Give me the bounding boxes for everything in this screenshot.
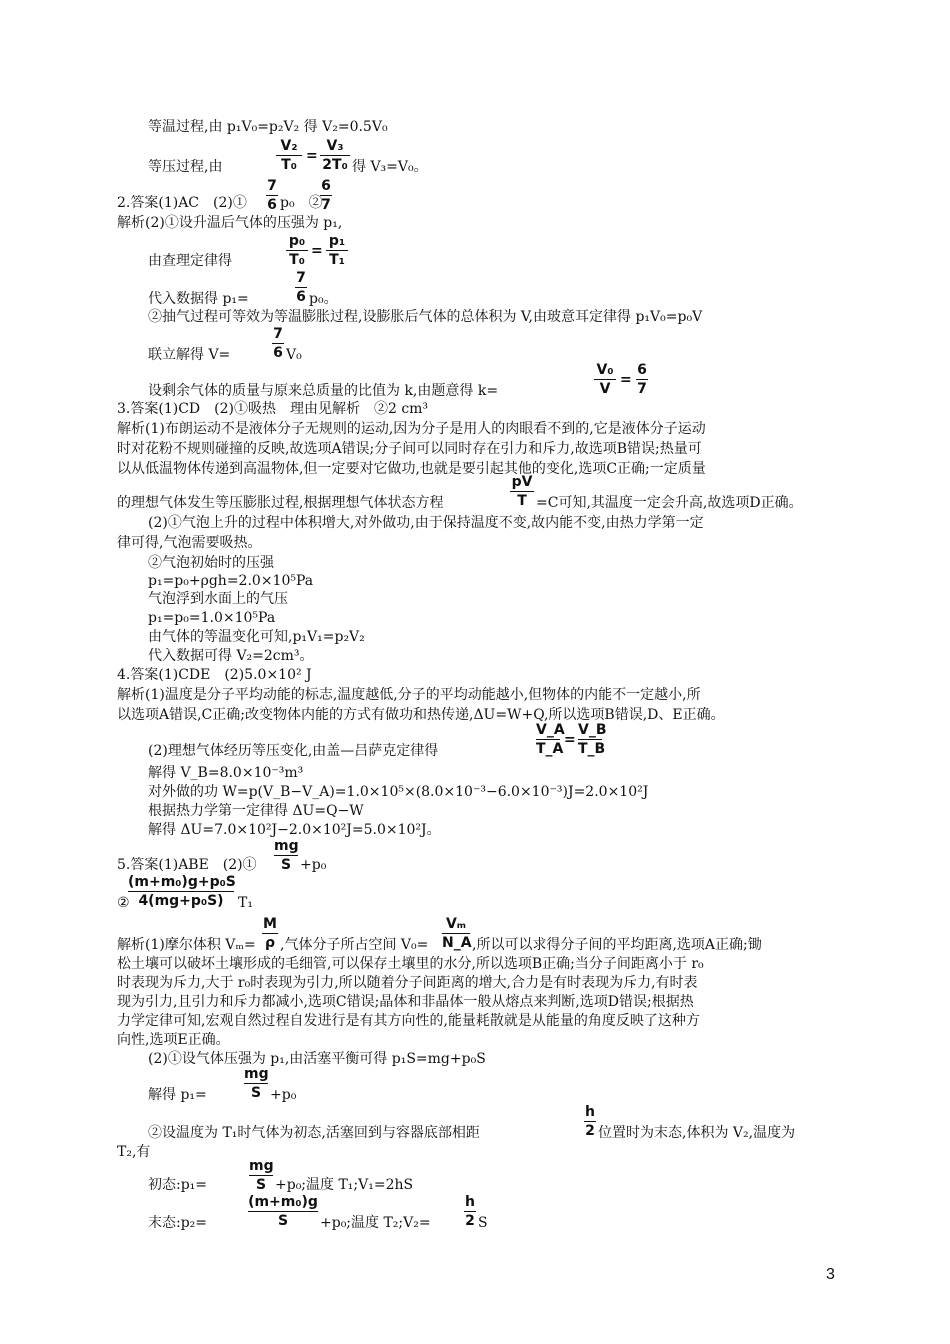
text-line: S xyxy=(478,1215,488,1231)
text-line: 解得 V_B=8.0×10⁻³m³ xyxy=(148,765,304,781)
fraction xyxy=(320,138,350,173)
equals-sign: = xyxy=(306,148,318,164)
fraction-denominator: T₀ xyxy=(281,157,297,173)
text-line: 代入数据可得 V₂=2cm³。 xyxy=(148,648,314,664)
fraction-numerator: 7 xyxy=(296,270,306,286)
fraction-numerator: h xyxy=(465,1194,475,1210)
fraction-numerator: V_A xyxy=(536,722,565,738)
fraction xyxy=(636,362,648,397)
text-line: 解得 p₁= xyxy=(148,1087,207,1103)
fraction-numerator: mg xyxy=(249,1158,274,1174)
fraction-numerator: Vₘ xyxy=(445,916,467,932)
text-line: 时对花粉不规则碰撞的反映,故选项A错误;分子间可以同时存在引力和斥力,故选项B错误;热量可 xyxy=(117,441,702,457)
text-line: ②气泡初始时的压强 xyxy=(148,555,274,571)
text-line: 等压过程,由 xyxy=(148,159,223,175)
text-line: V₀ xyxy=(286,347,302,363)
fraction xyxy=(578,722,607,757)
text-line: +p₀ xyxy=(300,857,327,873)
answer-heading: 2.答案(1)AC (2)① xyxy=(117,195,247,211)
fraction-numerator: M xyxy=(263,916,277,932)
answer-heading: 4.答案(1)CDE (2)5.0×10² J xyxy=(117,667,312,683)
text-line: 由查理定律得 xyxy=(148,253,232,269)
text-line: T₂,有 xyxy=(117,1144,151,1160)
equals-sign: = xyxy=(311,243,323,259)
page-number: 3 xyxy=(826,1266,835,1283)
fraction-denominator: V xyxy=(599,381,611,397)
fraction xyxy=(326,233,348,268)
text-line: 解析(1)摩尔体积 Vₘ= xyxy=(117,937,256,953)
fraction xyxy=(286,233,308,268)
text-line: 解析(1)布朗运动不是液体分子无规则的运动,因为分子是用人的肉眼看不到的,它是液体分子运动 xyxy=(117,421,706,437)
fraction xyxy=(266,178,278,213)
fraction-numerator: h xyxy=(585,1104,595,1120)
text-line: 现为引力,且引力和斥力都减小,选项C错误;晶体和非晶体一般从熔点来判断,选项D错误;根据热 xyxy=(117,994,694,1010)
text-line: p₁=p₀+ρgh=2.0×10⁵Pa xyxy=(148,573,314,589)
text-line: 对外做的功 W=p(V_B−V_A)=1.0×10⁵×(8.0×10⁻³−6.0×10⁻³)J=2.0×10²J xyxy=(148,784,649,800)
text-line: +p₀;温度 T₂;V₂= xyxy=(320,1215,431,1231)
text-line: 由气体的等温变化可知,p₁V₁=p₂V₂ xyxy=(148,629,365,645)
text-line: ,气体分子所占空间 V₀= xyxy=(280,937,429,953)
text-line: 解得 ΔU=7.0×10²J−2.0×10²J=5.0×10²J。 xyxy=(148,822,441,838)
fraction-denominator: S xyxy=(277,1213,289,1229)
fraction-numerator: p₀ xyxy=(288,233,306,249)
fraction-numerator: p₁ xyxy=(328,233,346,249)
fraction xyxy=(128,874,234,909)
fraction xyxy=(536,722,565,757)
text-line: 得 V₃=V₀。 xyxy=(352,159,428,175)
text-line: (2)理想气体经历等压变化,由盖—吕萨克定律得 xyxy=(148,743,439,759)
fraction xyxy=(248,1194,318,1229)
fraction xyxy=(295,270,307,305)
fraction xyxy=(249,1158,273,1193)
text-line: T₁ xyxy=(238,895,253,911)
fraction-numerator: pV xyxy=(511,474,533,490)
text-line: 力学定律可知,宏观自然过程自发进行是有其方向性的,能量耗散就是从能量的角度反映了这种方 xyxy=(117,1013,700,1029)
fraction-denominator: ρ xyxy=(264,935,276,951)
equals-sign: = xyxy=(564,732,576,748)
text-line: 设剩余气体的质量与原来总质量的比值为 k,由题意得 k= xyxy=(148,383,499,399)
text-line: ② xyxy=(117,895,130,911)
fraction-denominator: 6 xyxy=(273,345,283,361)
fraction-denominator: T_A xyxy=(536,741,564,757)
fraction-numerator: 7 xyxy=(273,326,283,342)
text-line: ②设温度为 T₁时气体为初态,活塞回到与容器底部相距 xyxy=(148,1125,480,1141)
text-line: 位置时为末态,体积为 V₂,温度为 xyxy=(598,1125,796,1141)
fraction-denominator: S xyxy=(255,1177,267,1193)
text-line: 松土壤可以破坏土壤形成的毛细管,可以保存土壤里的水分,所以选项B正确;当分子间距离小于 r₀ xyxy=(117,956,704,972)
fraction-denominator: T xyxy=(517,493,527,509)
fraction-denominator: 4(mg+p₀S) xyxy=(138,893,224,909)
fraction xyxy=(276,138,302,173)
text-line: 气泡浮到水面上的气压 xyxy=(148,591,288,607)
fraction-denominator: S xyxy=(280,857,292,873)
text-line: 的理想气体发生等压膨胀过程,根据理想气体状态方程 xyxy=(117,495,444,511)
fraction-denominator: N_A xyxy=(442,935,472,951)
fraction-denominator: 7 xyxy=(637,381,647,397)
fraction-denominator: 6 xyxy=(267,197,277,213)
text-line: 时表现为斥力,大于 r₀时表现为引力,所以随着分子间距离的增大,合力是有时表现为斥力,有时表 xyxy=(117,975,698,991)
text-line: ②抽气过程可等效为等温膨胀过程,设膨胀后气体的总体积为 V,由玻意耳定律得 p₁V₀=p₀V xyxy=(148,309,703,325)
fraction-numerator: mg xyxy=(274,838,299,854)
answer-heading: 3.答案(1)CD (2)①吸热 理由见解析 ②2 cm³ xyxy=(117,401,429,417)
text-line: =C可知,其温度一定会升高,故选项D正确。 xyxy=(536,495,803,511)
fraction-numerator: V₀ xyxy=(596,362,614,378)
text-line: p₁=p₀=1.0×10⁵Pa xyxy=(148,610,276,626)
text-line: 联立解得 V= xyxy=(148,347,231,363)
text-line: 末态:p₂= xyxy=(148,1215,208,1231)
answer-heading: 5.答案(1)ABE (2)① xyxy=(117,857,257,873)
fraction-numerator: 6 xyxy=(637,362,647,378)
fraction-numerator: 6 xyxy=(321,178,331,194)
text-line: (2)①气泡上升的过程中体积增大,对外做功,由于保持温度不变,故内能不变,由热力学第一定 xyxy=(148,515,704,531)
fraction-denominator: 2 xyxy=(465,1213,475,1229)
text-line: 以选项A错误,C正确;改变物体内能的方式有做功和热传递,ΔU=W+Q,所以选项B错误,D、E正确。 xyxy=(117,707,725,723)
fraction xyxy=(244,1066,268,1101)
fraction xyxy=(594,362,616,397)
text-line: ,所以可以求得分子间的平均距离,选项A正确;锄 xyxy=(472,937,762,953)
fraction-denominator: 2 xyxy=(585,1123,595,1139)
fraction xyxy=(584,1104,596,1139)
fraction-denominator: T₁ xyxy=(329,252,345,268)
fraction-denominator: S xyxy=(250,1085,262,1101)
text-line: +p₀;温度 T₁;V₁=2hS xyxy=(275,1177,414,1193)
fraction-denominator: 6 xyxy=(296,289,306,305)
fraction xyxy=(320,178,332,213)
text-line: 向性,选项E正确。 xyxy=(117,1032,230,1048)
fraction-numerator: (m+m₀)g xyxy=(248,1194,318,1210)
fraction xyxy=(262,916,278,951)
fraction xyxy=(442,916,470,951)
fraction-numerator: V₂ xyxy=(280,138,298,154)
text-line: 以从低温物体传递到高温物体,但一定要对它做功,也就是要引起其他的变化,选项C正确;一定质量 xyxy=(117,461,706,477)
fraction-numerator: mg xyxy=(244,1066,269,1082)
fraction-denominator: 7 xyxy=(321,197,331,213)
fraction xyxy=(464,1194,476,1229)
fraction xyxy=(274,838,298,873)
text-line: 初态:p₁= xyxy=(148,1177,208,1193)
fraction-numerator: V₃ xyxy=(326,138,344,154)
text-line: 根据热力学第一定律得 ΔU=Q−W xyxy=(148,803,364,819)
equals-sign: = xyxy=(620,372,632,388)
fraction-numerator: (m+m₀)g+p₀S xyxy=(128,874,236,890)
text-line: 代入数据得 p₁= xyxy=(148,291,249,307)
fraction-denominator: T₀ xyxy=(289,252,305,268)
fraction xyxy=(272,326,284,361)
text-line: 解析(1)温度是分子平均动能的标志,温度越低,分子的平均动能越小,但物体的内能不一定越小,所 xyxy=(117,687,701,703)
text-line: p₀ ② xyxy=(280,195,323,211)
text-line: 解析(2)①设升温后气体的压强为 p₁, xyxy=(117,215,343,231)
fraction-denominator: T_B xyxy=(578,741,606,757)
fraction-numerator: 7 xyxy=(267,178,277,194)
fraction-denominator: 2T₀ xyxy=(322,157,348,173)
text-line: 律可得,气泡需要吸热。 xyxy=(117,535,262,551)
text-line: p₀。 xyxy=(309,291,338,307)
text-line: +p₀ xyxy=(270,1087,297,1103)
fraction xyxy=(510,474,534,509)
fraction-numerator: V_B xyxy=(578,722,607,738)
text-line: 等温过程,由 p₁V₀=p₂V₂ 得 V₂=0.5V₀ xyxy=(148,119,388,135)
text-line: (2)①设气体压强为 p₁,由活塞平衡可得 p₁S=mg+p₀S xyxy=(148,1051,486,1067)
